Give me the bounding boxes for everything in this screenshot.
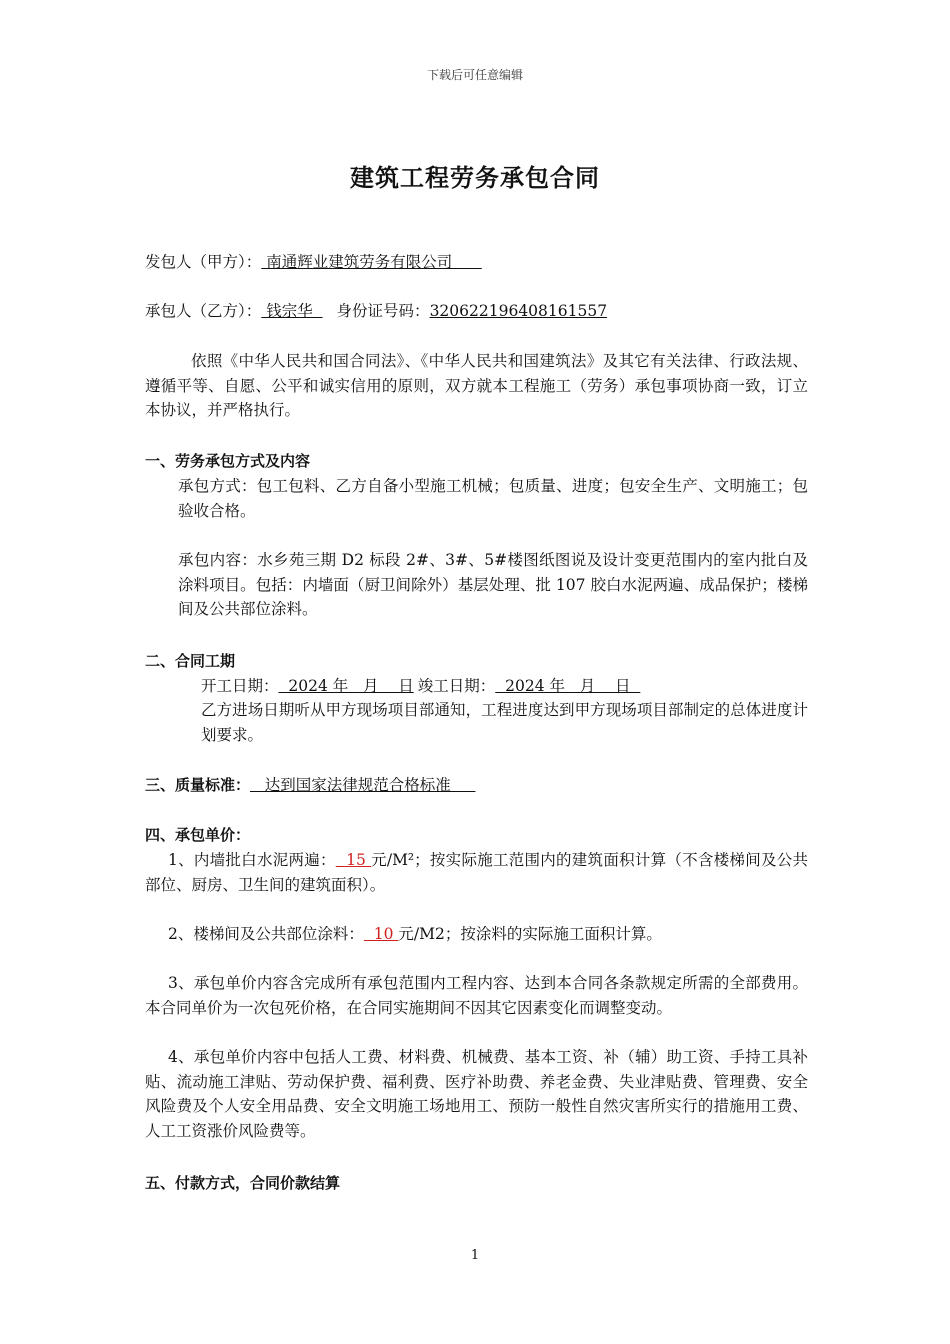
price-item-1-suffix: 元/M²；按实际施工范围内的建筑面积计算（不含楼梯间及公共部位、厨房、卫生间的建筑面积）。 bbox=[145, 851, 808, 894]
start-date-label: 开工日期： bbox=[201, 677, 279, 695]
party-b-label: 承包人（乙方）： bbox=[145, 302, 262, 320]
party-a-value: 南通辉业建筑劳务有限公司 bbox=[261, 253, 482, 271]
section-2-heading: 二、合同工期 bbox=[145, 652, 236, 670]
party-b-line bbox=[145, 299, 810, 323]
price-item-2 bbox=[145, 922, 808, 947]
quality-line bbox=[145, 773, 810, 797]
id-label: 身份证号码： bbox=[336, 302, 430, 320]
document-title: 建筑工程劳务承包合同 bbox=[350, 164, 600, 192]
contract-content: 承包内容：水乡苑三期 D2 标段 2#、3#、5#楼图纸图说及设计变更范围内的室内批白及涂料项目。包括：内墙面（厨卫间除外）基层处理、批 107 胶白水泥两遍、成品保护；楼梯间及公共部位涂料。 bbox=[178, 551, 808, 618]
schedule-note: 乙方进场日期听从甲方现场项目部通知，工程进度达到甲方现场项目部制定的总体进度计划要求。 bbox=[201, 701, 808, 744]
section-5-heading: 五、付款方式，合同价款结算 bbox=[145, 1174, 341, 1192]
id-value: 320622196408161557 bbox=[429, 302, 608, 320]
price-item-1 bbox=[145, 848, 808, 897]
section-1-heading: 一、劳务承包方式及内容 bbox=[145, 452, 311, 470]
start-date-value: 2024 年 月 日 bbox=[278, 677, 414, 695]
price-item-3: 3、承包单价内容含完成所有承包范围内工程内容、达到本合同各条款规定所需的全部费用。本合同单价为一次包死价格，在合同实施期间不因其它因素变化而调整变动。 bbox=[145, 974, 808, 1017]
party-a-line bbox=[145, 250, 810, 274]
intro-paragraph: 依照《中华人民共和国合同法》、《中华人民共和国建筑法》及其它有关法律、行政法规、遵循平等、自愿、公平和诚实信用的原则，双方就本工程施工（劳务）承包事项协商一致，订立本协议，并严格执行。 bbox=[145, 352, 808, 419]
price-item-1-value: 15 bbox=[335, 851, 372, 869]
end-date-label: 竣工日期： bbox=[417, 677, 496, 695]
page-number: 1 bbox=[470, 1248, 480, 1263]
price-item-2-value: 10 bbox=[363, 925, 399, 943]
contract-method: 承包方式：包工包料、乙方自备小型施工机械；包质量、进度；包安全生产、文明施工；包验收合格。 bbox=[178, 477, 808, 520]
party-b-value: 钱宗华 bbox=[261, 302, 323, 320]
section-4-heading: 四、承包单价： bbox=[145, 826, 251, 844]
quality-standard: 达到国家法律规范合格标准 bbox=[250, 776, 476, 794]
section-3-heading: 三、质量标准： bbox=[145, 776, 251, 794]
page-header-note: 下载后可任意编辑 bbox=[426, 68, 523, 82]
price-item-4: 4、承包单价内容中包括人工费、材料费、机械费、基本工资、补（辅）助工资、手持工具补贴、流动施工津贴、劳动保护费、福利费、医疗补助费、养老金费、失业津贴费、管理费、安全风险费及个人安全用品费、安全文明施工场地用工、预防一般性自然灾害所实行的措施用工费、人工工资涨价风险费等。 bbox=[145, 1048, 808, 1140]
party-a-label: 发包人（甲方）： bbox=[145, 253, 262, 271]
price-item-1-prefix: 1、内墙批白水泥两遍： bbox=[168, 851, 336, 869]
schedule-dates bbox=[201, 674, 866, 698]
end-date-value: 2024 年 月 日 bbox=[495, 677, 641, 695]
price-item-2-suffix: 元/M2；按涂料的实际施工面积计算。 bbox=[398, 925, 662, 943]
price-item-2-prefix: 2、楼梯间及公共部位涂料： bbox=[168, 925, 364, 943]
